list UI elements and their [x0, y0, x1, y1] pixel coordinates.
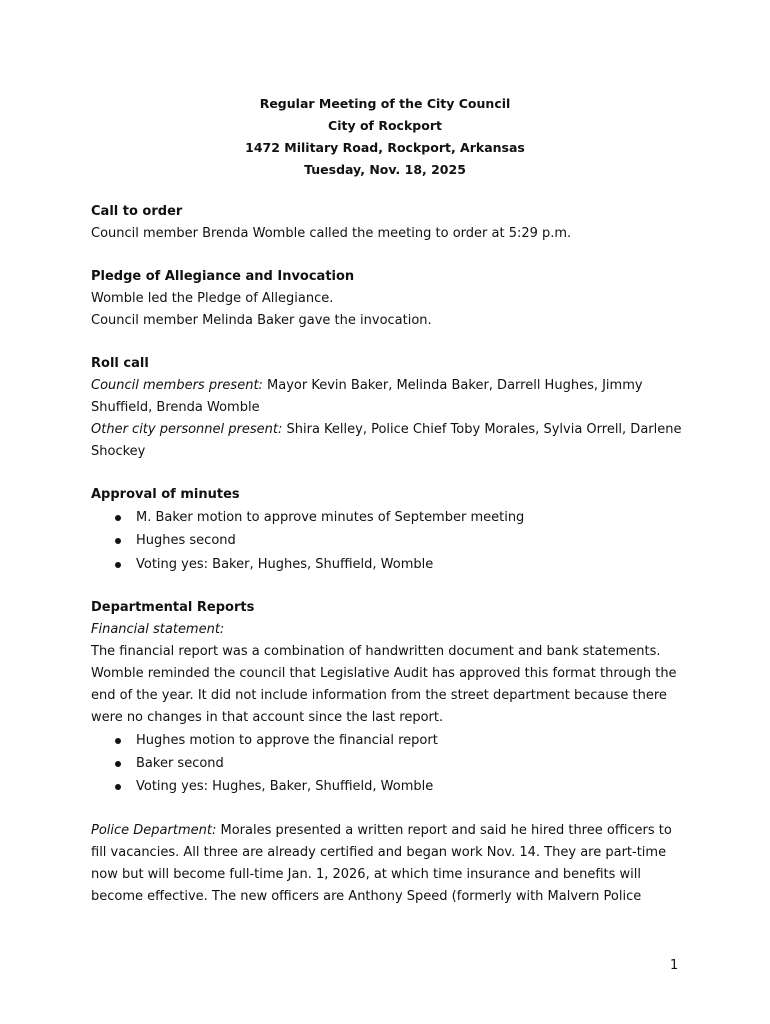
minutes-body	[91, 201, 681, 908]
list-item: Voting yes: Hughes, Baker, Shuffield, Womble	[91, 775, 681, 798]
council-present-names: Mayor Kevin Baker, Melinda Baker, Darrell Hughes, Jimmy	[262, 378, 643, 393]
police-department-label: Police Department:	[91, 822, 217, 838]
police-paragraph-line: now but will become full-time Jan. 1, 2026, at which time insurance and benefits will	[91, 866, 641, 882]
council-present-label: Council members present:	[91, 378, 263, 393]
police-report-text: Morales presented a written report and said he hired three officers to	[216, 822, 672, 838]
personnel-present-label: Other city personnel present:	[91, 422, 283, 437]
financial-paragraph-line: end of the year. It did not include information from the street department because there	[91, 687, 667, 703]
pledge-heading: Pledge of Allegiance and Invocation	[91, 269, 355, 284]
financial-bullet-list	[91, 729, 681, 799]
list-item: Baker second	[91, 752, 681, 775]
pledge-line-1: Womble led the Pledge of Allegiance.	[91, 291, 334, 306]
departmental-heading: Departmental Reports	[91, 599, 255, 615]
list-item: M. Baker motion to approve minutes of September meeting	[91, 506, 681, 529]
council-present-line	[91, 375, 681, 397]
list-item: Hughes second	[91, 529, 681, 552]
meeting-title: Regular Meeting of the City Council	[259, 96, 511, 111]
police-paragraph-line: fill vacancies. All three are already certified and began work Nov. 14. They are part-time	[91, 844, 667, 860]
list-item: Voting yes: Baker, Hughes, Shuffield, Womble	[91, 553, 681, 576]
pledge-line-2: Council member Melinda Baker gave the invocation.	[91, 313, 432, 328]
personnel-present-line	[91, 419, 681, 441]
page-number: 1	[670, 958, 679, 973]
personnel-present-names: Shira Kelley, Police Chief Toby Morales, Sylvia Orrell, Darlene	[282, 422, 682, 437]
call-to-order-heading: Call to order	[91, 204, 183, 219]
city-name: City of Rockport	[328, 118, 442, 133]
approval-bullet-list	[91, 506, 681, 576]
police-report-line	[91, 820, 681, 842]
personnel-present-continued: Shockey	[91, 444, 146, 459]
call-to-order-text: Council member Brenda Womble called the meeting to order at 5:29 p.m.	[91, 226, 572, 241]
approval-heading: Approval of minutes	[91, 487, 240, 502]
financial-paragraph-line: Womble reminded the council that Legislative Audit has approved this format through the	[91, 665, 677, 681]
list-item: Hughes motion to approve the financial report	[91, 729, 681, 752]
roll-call-heading: Roll call	[91, 356, 149, 371]
address: 1472 Military Road, Rockport, Arkansas	[245, 140, 525, 155]
council-present-continued: Shuffield, Brenda Womble	[91, 400, 260, 415]
document-header	[0, 93, 770, 181]
financial-paragraph-line: were no changes in that account since the last report.	[91, 709, 444, 725]
financial-paragraph-line: The financial report was a combination of handwritten document and bank statements.	[91, 643, 661, 659]
financial-statement-label: Financial statement:	[91, 621, 225, 637]
meeting-date: Tuesday, Nov. 18, 2025	[304, 162, 466, 177]
police-paragraph-line: become effective. The new officers are Anthony Speed (formerly with Malvern Police	[91, 888, 642, 904]
